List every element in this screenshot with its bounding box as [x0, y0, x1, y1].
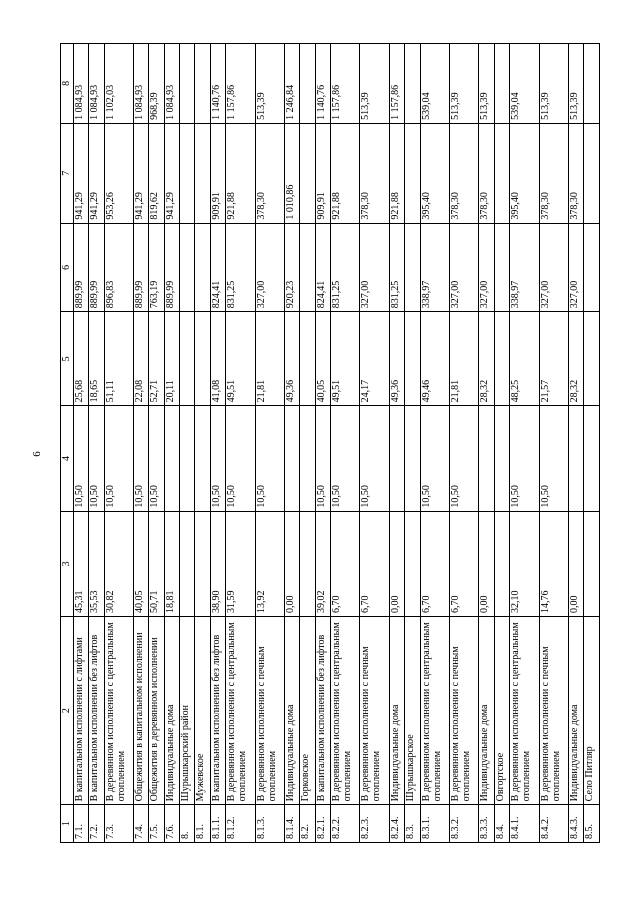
row-description: Шурышкарский район — [180, 616, 195, 804]
value-col-5: 25,68 — [74, 312, 89, 406]
value-col-7: 941,29 — [74, 123, 89, 223]
value-col-8: 1 140,76 — [210, 44, 225, 124]
row-description: В деревянном исполнении с центральным отоплением — [104, 616, 133, 804]
value-col-8: 1 084,93 — [164, 44, 179, 124]
row-description: В деревянном исполнении с печным отоплением — [360, 616, 389, 804]
value-col-5: 49,36 — [285, 312, 300, 406]
value-col-7 — [405, 123, 420, 223]
row-number: 8.2.4. — [389, 805, 404, 843]
row-number: 8.4.2. — [539, 805, 568, 843]
value-col-3: 30,82 — [104, 511, 133, 616]
value-col-3: 32,10 — [510, 511, 539, 616]
value-col-7: 1 010,86 — [285, 123, 300, 223]
value-col-5: 20,11 — [164, 312, 179, 406]
row-number: 8.4.1. — [510, 805, 539, 843]
row-description: В капитальном исполнении с лифтами — [74, 616, 89, 804]
row-number: 8.2.1. — [315, 805, 330, 843]
value-col-7: 395,40 — [510, 123, 539, 223]
header-row — [61, 44, 74, 843]
header-cell: 1 — [61, 805, 74, 843]
row-number: 8.4. — [494, 805, 509, 843]
table-row — [89, 44, 104, 843]
value-col-3: 14,76 — [539, 511, 568, 616]
value-col-4: 10,50 — [539, 406, 568, 511]
value-col-6: 889,99 — [74, 223, 89, 312]
value-col-5: 18,65 — [89, 312, 104, 406]
value-col-3: 6,70 — [420, 511, 449, 616]
value-col-7 — [195, 123, 210, 223]
value-col-7: 941,29 — [134, 123, 149, 223]
value-col-6: 831,25 — [331, 223, 360, 312]
value-col-3 — [180, 511, 195, 616]
value-col-4: 10,50 — [315, 406, 330, 511]
value-col-7 — [584, 123, 600, 223]
value-col-3: 0,00 — [389, 511, 404, 616]
row-number: 8.2.3. — [360, 805, 389, 843]
table-row — [479, 44, 494, 843]
row-number: 7.2. — [89, 805, 104, 843]
value-col-6: 896,83 — [104, 223, 133, 312]
table-row — [315, 44, 330, 843]
value-col-8: 513,39 — [539, 44, 568, 124]
value-col-5: 49,46 — [420, 312, 449, 406]
value-col-7 — [494, 123, 509, 223]
value-col-6: 920,23 — [285, 223, 300, 312]
value-col-5: 52,71 — [149, 312, 164, 406]
value-col-5: 49,51 — [331, 312, 360, 406]
row-number: 8.3.2. — [450, 805, 479, 843]
value-col-8: 1 084,93 — [89, 44, 104, 124]
value-col-5: 21,81 — [450, 312, 479, 406]
row-number: 8.1.3. — [255, 805, 284, 843]
value-col-4: 10,50 — [360, 406, 389, 511]
value-col-8: 968,39 — [149, 44, 164, 124]
row-description: Индивидуальные дома — [568, 616, 583, 804]
value-col-6: 327,00 — [360, 223, 389, 312]
value-col-4: 10,50 — [89, 406, 104, 511]
header-cell: 6 — [61, 223, 74, 312]
value-col-7: 378,30 — [539, 123, 568, 223]
header-cell: 3 — [61, 511, 74, 616]
value-col-4: 10,50 — [149, 406, 164, 511]
row-number: 8.1. — [195, 805, 210, 843]
value-col-6: 327,00 — [539, 223, 568, 312]
value-col-5: 41,08 — [210, 312, 225, 406]
value-col-7: 909,91 — [210, 123, 225, 223]
value-col-5 — [180, 312, 195, 406]
row-number: 8.1.4. — [285, 805, 300, 843]
value-col-6 — [300, 223, 315, 312]
value-col-4 — [389, 406, 404, 511]
table-row — [226, 44, 255, 843]
value-col-4: 10,50 — [331, 406, 360, 511]
value-col-6: 831,25 — [226, 223, 255, 312]
value-col-6: 327,00 — [568, 223, 583, 312]
row-number: 8.1.2. — [226, 805, 255, 843]
value-col-3: 0,00 — [568, 511, 583, 616]
value-col-8 — [300, 44, 315, 124]
value-col-4 — [285, 406, 300, 511]
value-col-5: 22,08 — [134, 312, 149, 406]
value-col-4 — [584, 406, 600, 511]
value-col-4 — [479, 406, 494, 511]
value-col-8: 513,39 — [568, 44, 583, 124]
value-col-6 — [584, 223, 600, 312]
table-row — [450, 44, 479, 843]
value-col-4: 10,50 — [74, 406, 89, 511]
row-number: 8.1.1. — [210, 805, 225, 843]
header-cell: 5 — [61, 312, 74, 406]
row-number: 7.4. — [134, 805, 149, 843]
value-col-8: 1 102,03 — [104, 44, 133, 124]
row-description: В деревянном исполнении с центральным отоплением — [420, 616, 449, 804]
row-description: В деревянном исполнении с центральным отоплением — [510, 616, 539, 804]
value-col-6 — [494, 223, 509, 312]
row-number: 8.2. — [300, 805, 315, 843]
value-col-3: 31,59 — [226, 511, 255, 616]
value-col-6: 831,25 — [389, 223, 404, 312]
table-row — [300, 44, 315, 843]
value-col-3: 13,92 — [255, 511, 284, 616]
value-col-3 — [405, 511, 420, 616]
value-col-7: 378,30 — [479, 123, 494, 223]
header-cell: 7 — [61, 123, 74, 223]
value-col-6 — [195, 223, 210, 312]
value-col-7: 953,26 — [104, 123, 133, 223]
value-col-4 — [195, 406, 210, 511]
value-col-5: 51,11 — [104, 312, 133, 406]
value-col-7: 378,30 — [360, 123, 389, 223]
table-row — [420, 44, 449, 843]
value-col-8: 513,39 — [479, 44, 494, 124]
row-description: Индивидуальные дома — [389, 616, 404, 804]
table-row — [134, 44, 149, 843]
table-row — [255, 44, 284, 843]
row-description: Индивидуальные дома — [164, 616, 179, 804]
table-row — [104, 44, 133, 843]
tariff-table — [60, 43, 600, 843]
table-row — [331, 44, 360, 843]
value-col-5: 21,81 — [255, 312, 284, 406]
value-col-3: 18,81 — [164, 511, 179, 616]
row-description: Общежития в деревянном исполнении — [149, 616, 164, 804]
table-row — [195, 44, 210, 843]
row-description: Село Питляр — [584, 616, 600, 804]
table-row — [74, 44, 89, 843]
table-row — [405, 44, 420, 843]
row-number: 7.3. — [104, 805, 133, 843]
value-col-4 — [405, 406, 420, 511]
row-description: Шурышкарское — [405, 616, 420, 804]
value-col-7: 819,62 — [149, 123, 164, 223]
value-col-3: 0,00 — [479, 511, 494, 616]
value-col-8: 513,39 — [255, 44, 284, 124]
value-col-8: 539,04 — [420, 44, 449, 124]
value-col-7 — [180, 123, 195, 223]
table-row — [285, 44, 300, 843]
value-col-6: 889,99 — [89, 223, 104, 312]
value-col-3 — [584, 511, 600, 616]
value-col-6: 327,00 — [255, 223, 284, 312]
value-col-6: 824,41 — [315, 223, 330, 312]
table-row — [180, 44, 195, 843]
value-col-6: 327,00 — [479, 223, 494, 312]
value-col-3 — [494, 511, 509, 616]
value-col-4: 10,50 — [450, 406, 479, 511]
value-col-7: 378,30 — [568, 123, 583, 223]
row-description: В капитальном исполнении без лифтов — [89, 616, 104, 804]
value-col-3 — [195, 511, 210, 616]
value-col-8: 1 157,86 — [331, 44, 360, 124]
value-col-3: 39,02 — [315, 511, 330, 616]
value-col-4: 10,50 — [226, 406, 255, 511]
row-description: В деревянном исполнении с центральным отоплением — [331, 616, 360, 804]
row-description: Горковское — [300, 616, 315, 804]
table-row — [149, 44, 164, 843]
value-col-3: 50,71 — [149, 511, 164, 616]
value-col-5: 49,51 — [226, 312, 255, 406]
value-col-5 — [300, 312, 315, 406]
row-number: 7.1. — [74, 805, 89, 843]
table-row — [568, 44, 583, 843]
value-col-5: 21,57 — [539, 312, 568, 406]
value-col-8: 1 084,93 — [134, 44, 149, 124]
value-col-8: 539,04 — [510, 44, 539, 124]
row-number: 7.6. — [164, 805, 179, 843]
rotated-table-container — [60, 43, 600, 843]
value-col-7: 921,88 — [226, 123, 255, 223]
value-col-6: 327,00 — [450, 223, 479, 312]
value-col-5: 48,25 — [510, 312, 539, 406]
header-cell: 8 — [61, 44, 74, 124]
value-col-7: 921,88 — [389, 123, 404, 223]
value-col-6: 824,41 — [210, 223, 225, 312]
value-col-8 — [180, 44, 195, 124]
value-col-8 — [584, 44, 600, 124]
value-col-8: 1 157,86 — [389, 44, 404, 124]
page-number: 6 — [30, 451, 43, 457]
value-col-8: 513,39 — [360, 44, 389, 124]
value-col-4: 10,50 — [255, 406, 284, 511]
value-col-7 — [300, 123, 315, 223]
value-col-5 — [195, 312, 210, 406]
value-col-6: 763,19 — [149, 223, 164, 312]
value-col-7: 941,29 — [164, 123, 179, 223]
value-col-4 — [568, 406, 583, 511]
value-col-8: 1 084,93 — [74, 44, 89, 124]
row-number: 8.2.2. — [331, 805, 360, 843]
value-col-5: 24,17 — [360, 312, 389, 406]
row-description: Общежития в капитальном исполнении — [134, 616, 149, 804]
value-col-4 — [180, 406, 195, 511]
value-col-4: 10,50 — [210, 406, 225, 511]
value-col-4 — [494, 406, 509, 511]
row-description: Индивидуальные дома — [285, 616, 300, 804]
table-row — [510, 44, 539, 843]
table-row — [584, 44, 600, 843]
row-description: В деревянном исполнении с печным отоплением — [255, 616, 284, 804]
value-col-5: 28,32 — [479, 312, 494, 406]
value-col-8: 1 140,76 — [315, 44, 330, 124]
value-col-3: 38,90 — [210, 511, 225, 616]
row-number: 8.3.3. — [479, 805, 494, 843]
value-col-3: 6,70 — [360, 511, 389, 616]
row-description: В деревянном исполнении с печным отоплением — [450, 616, 479, 804]
value-col-6 — [405, 223, 420, 312]
header-cell: 2 — [61, 616, 74, 804]
table-row — [539, 44, 568, 843]
value-col-5 — [584, 312, 600, 406]
value-col-7: 378,30 — [450, 123, 479, 223]
value-col-6: 889,99 — [164, 223, 179, 312]
table-row — [360, 44, 389, 843]
value-col-7: 909,91 — [315, 123, 330, 223]
value-col-8 — [195, 44, 210, 124]
header-cell: 4 — [61, 406, 74, 511]
value-col-3 — [300, 511, 315, 616]
row-number: 8. — [180, 805, 195, 843]
value-col-7: 941,29 — [89, 123, 104, 223]
value-col-8 — [405, 44, 420, 124]
row-number: 7.5. — [149, 805, 164, 843]
value-col-4: 10,50 — [510, 406, 539, 511]
value-col-5 — [494, 312, 509, 406]
row-description: В деревянном исполнении с печным отоплением — [539, 616, 568, 804]
table-row — [164, 44, 179, 843]
value-col-8: 1 157,86 — [226, 44, 255, 124]
value-col-4 — [300, 406, 315, 511]
row-description: Индивидуальные дома — [479, 616, 494, 804]
value-col-6 — [180, 223, 195, 312]
value-col-3: 35,53 — [89, 511, 104, 616]
row-description: В капитальном исполнении без лифтов — [315, 616, 330, 804]
value-col-7: 921,88 — [331, 123, 360, 223]
value-col-8: 513,39 — [450, 44, 479, 124]
value-col-6: 338,97 — [510, 223, 539, 312]
value-col-5: 49,36 — [389, 312, 404, 406]
value-col-3: 6,70 — [331, 511, 360, 616]
value-col-3: 6,70 — [450, 511, 479, 616]
value-col-4 — [164, 406, 179, 511]
value-col-8 — [494, 44, 509, 124]
value-col-5: 40,05 — [315, 312, 330, 406]
row-description: В деревянном исполнении с центральным отоплением — [226, 616, 255, 804]
value-col-4: 10,50 — [134, 406, 149, 511]
value-col-4: 10,50 — [420, 406, 449, 511]
row-description: В капитальном исполнении без лифтов — [210, 616, 225, 804]
row-description: Овгортское — [494, 616, 509, 804]
value-col-5: 28,32 — [568, 312, 583, 406]
row-number: 8.5. — [584, 805, 600, 843]
table-row — [210, 44, 225, 843]
row-number: 8.3.1. — [420, 805, 449, 843]
value-col-3: 45,31 — [74, 511, 89, 616]
row-number: 8.3. — [405, 805, 420, 843]
value-col-6: 889,99 — [134, 223, 149, 312]
table-row — [389, 44, 404, 843]
value-col-8: 1 246,84 — [285, 44, 300, 124]
value-col-4: 10,50 — [104, 406, 133, 511]
value-col-7: 395,40 — [420, 123, 449, 223]
value-col-3: 40,05 — [134, 511, 149, 616]
value-col-5 — [405, 312, 420, 406]
row-number: 8.4.3. — [568, 805, 583, 843]
value-col-6: 338,97 — [420, 223, 449, 312]
value-col-3: 0,00 — [285, 511, 300, 616]
table-row — [494, 44, 509, 843]
value-col-7: 378,30 — [255, 123, 284, 223]
row-description: Мужевское — [195, 616, 210, 804]
